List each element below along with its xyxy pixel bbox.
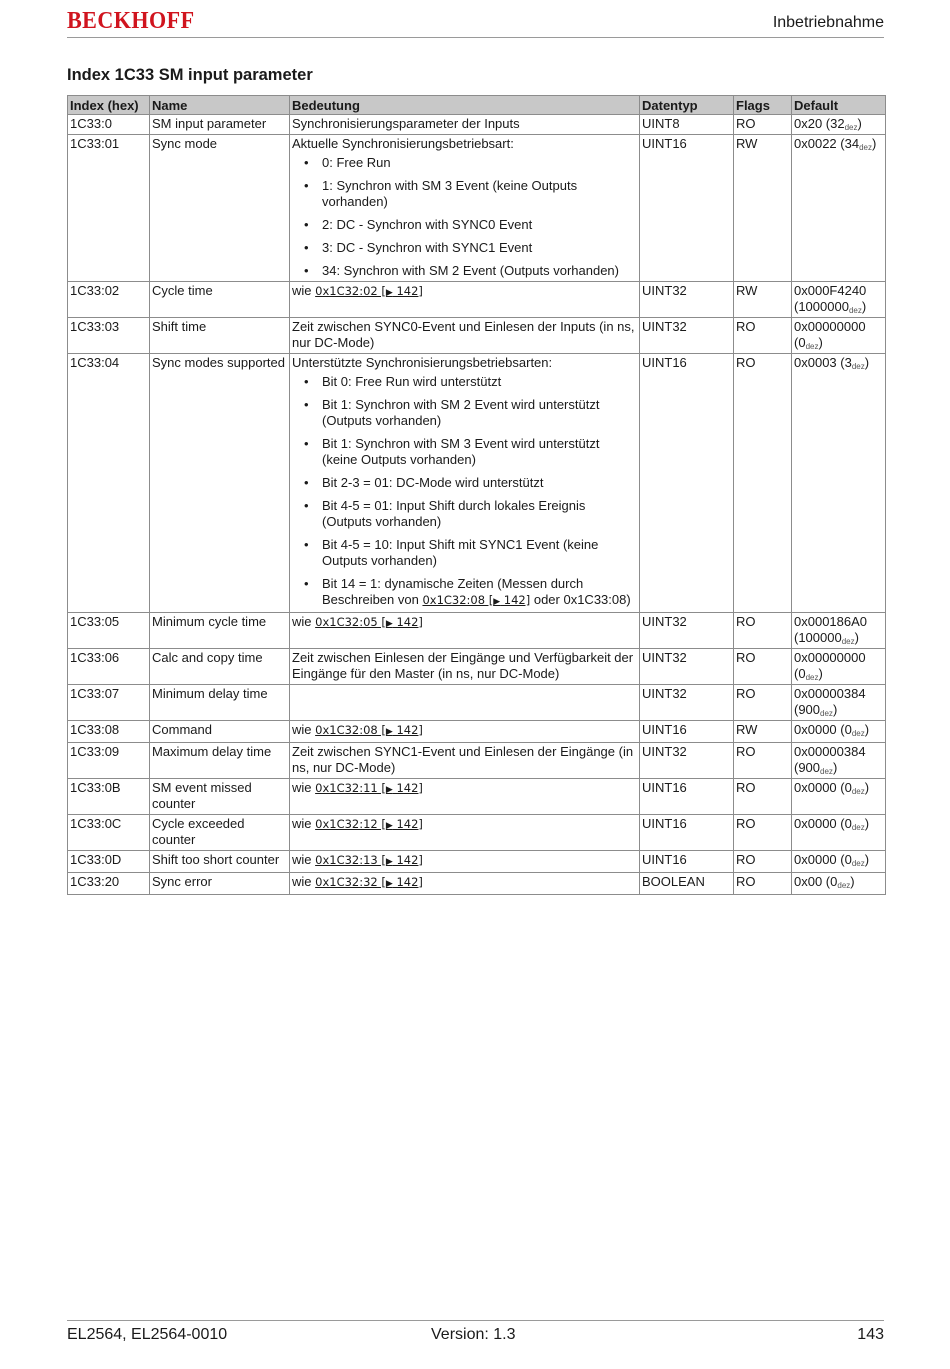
name-cell: SM input parameter <box>150 115 290 135</box>
index-cell: 1C33:08 <box>68 721 150 743</box>
link-target: 0x1C32:08 [ <box>422 593 494 607</box>
flags-cell: RO <box>734 613 792 649</box>
description-cell <box>290 873 640 895</box>
datatype-cell: UINT16 <box>640 721 734 743</box>
description-text: Zeit zwischen SYNC1-Event und Einlesen der Eingänge (in ns, nur DC-Mode) <box>292 744 634 775</box>
parameter-table <box>67 95 886 895</box>
link-page: 142] <box>392 875 423 889</box>
default-cell <box>792 779 886 815</box>
link-target: 0x1C32:12 [ <box>315 817 386 831</box>
table-body <box>68 115 886 895</box>
default-value: 0x000F4240 (1000000 <box>794 283 867 314</box>
description-text: wie <box>292 614 316 629</box>
description-text: wie <box>292 852 316 867</box>
default-value: 0x0022 (34 <box>794 136 860 151</box>
link-page: 142] <box>392 817 423 831</box>
description-cell <box>290 649 640 685</box>
default-subscript: dez <box>851 787 865 796</box>
default-value: 0x0000 (0 <box>794 816 852 831</box>
description-cell <box>290 613 640 649</box>
description-cell <box>290 815 640 851</box>
bullet-item: • 3: DC - Synchron with SYNC1 Event <box>292 240 637 256</box>
bullet-list <box>292 374 637 610</box>
flags-cell: RO <box>734 115 792 135</box>
datatype-cell: UINT8 <box>640 115 734 135</box>
index-cell: 1C33:20 <box>68 873 150 895</box>
table-row <box>68 851 886 873</box>
link-target: 0x1C32:08 [ <box>315 723 386 737</box>
description-text: wie <box>292 874 316 889</box>
default-tail: ) <box>861 299 867 314</box>
index-cell: 1C33:0C <box>68 815 150 851</box>
default-subscript: dez <box>820 767 833 776</box>
description-cell <box>290 721 640 743</box>
link-page: 142] <box>392 284 423 298</box>
name-cell: Minimum delay time <box>150 685 290 721</box>
default-cell <box>792 685 886 721</box>
default-subscript: dez <box>851 362 865 371</box>
description-cell <box>290 851 640 873</box>
description-text: Unterstützte Synchronisierungsbetriebsarten: <box>292 355 553 370</box>
default-value: 0x0000 (0 <box>794 780 852 795</box>
default-cell <box>792 135 886 282</box>
table-row <box>68 354 886 613</box>
table-row <box>68 721 886 743</box>
name-cell: Shift too short counter <box>150 851 290 873</box>
column-header: Datentyp <box>640 96 734 115</box>
table-row <box>68 613 886 649</box>
table-row <box>68 873 886 895</box>
table-row <box>68 685 886 721</box>
datatype-cell: UINT16 <box>640 779 734 815</box>
name-cell: SM event missed counter <box>150 779 290 815</box>
description-cell <box>290 135 640 282</box>
default-value: 0x00 (0 <box>794 874 838 889</box>
default-subscript: dez <box>851 859 865 868</box>
default-subscript: dez <box>805 342 819 351</box>
index-cell: 1C33:02 <box>68 282 150 318</box>
default-subscript: dez <box>844 123 858 132</box>
default-tail: ) <box>818 666 823 681</box>
datatype-cell: UINT32 <box>640 743 734 779</box>
default-value: 0x00000000 (0 <box>794 319 866 350</box>
datatype-cell: UINT16 <box>640 851 734 873</box>
bullet-item: • Bit 1: Synchron with SM 3 Event wird unterstützt (keine Outputs vorhanden) <box>292 436 637 468</box>
description-text: Synchronisierungsparameter der Inputs <box>292 116 520 131</box>
default-tail: ) <box>864 722 870 737</box>
default-tail: ) <box>871 136 877 151</box>
name-cell: Sync error <box>150 873 290 895</box>
flags-cell: RO <box>734 873 792 895</box>
link-target: 0x1C32:11 [ <box>315 781 386 795</box>
default-value: 0x000186A0 (100000 <box>794 614 868 645</box>
page-title: Index 1C33 SM input parameter <box>67 66 313 84</box>
bullet-item <box>292 576 637 610</box>
bullet-item: • Bit 1: Synchron with SM 2 Event wird unterstützt (Outputs vorhanden) <box>292 397 637 429</box>
datatype-cell: UINT32 <box>640 685 734 721</box>
default-cell <box>792 318 886 354</box>
link-page: 142] <box>392 615 423 629</box>
link-target: 0x1C32:32 [ <box>315 875 386 889</box>
default-cell <box>792 354 886 613</box>
link-page: 142] <box>500 593 531 607</box>
bullet-item: • 2: DC - Synchron with SYNC0 Event <box>292 217 637 233</box>
name-cell: Minimum cycle time <box>150 613 290 649</box>
column-header: Name <box>150 96 290 115</box>
description-text: Zeit zwischen Einlesen der Eingänge und Verfügbarkeit der Eingänge für den Master (in ns, nur DC-Mode) <box>292 650 634 681</box>
index-cell: 1C33:05 <box>68 613 150 649</box>
description-text: wie <box>292 780 316 795</box>
default-subscript: dez <box>859 143 872 152</box>
footer-divider <box>67 1320 884 1321</box>
column-header: Default <box>792 96 886 115</box>
datatype-cell: UINT32 <box>640 282 734 318</box>
index-cell: 1C33:01 <box>68 135 150 282</box>
datatype-cell: UINT16 <box>640 354 734 613</box>
name-cell: Sync modes supported <box>150 354 290 613</box>
default-subscript: dez <box>851 729 865 738</box>
cross-reference-link[interactable] <box>315 817 423 831</box>
datatype-cell: BOOLEAN <box>640 873 734 895</box>
datatype-cell: UINT32 <box>640 613 734 649</box>
column-header: Index (hex) <box>68 96 150 115</box>
link-arrow-icon: ▶ <box>493 597 501 607</box>
index-cell: 1C33:0D <box>68 851 150 873</box>
default-tail: ) <box>864 355 870 370</box>
cross-reference-link[interactable] <box>315 723 423 737</box>
description-cell <box>290 115 640 135</box>
table-row <box>68 318 886 354</box>
description-cell <box>290 354 640 613</box>
link-page: 142] <box>392 853 423 867</box>
default-tail: ) <box>850 874 855 889</box>
flags-cell: RW <box>734 135 792 282</box>
flags-cell: RO <box>734 743 792 779</box>
bullet-text-tail: oder 0x1C33:08) <box>530 592 631 607</box>
bullet-item: • Bit 2-3 = 01: DC-Mode wird unterstützt <box>292 475 637 491</box>
default-cell <box>792 613 886 649</box>
cross-reference-link[interactable] <box>315 615 423 629</box>
index-cell: 1C33:06 <box>68 649 150 685</box>
cross-reference-link[interactable] <box>422 593 530 607</box>
table-row <box>68 815 886 851</box>
name-cell: Calc and copy time <box>150 649 290 685</box>
name-cell: Shift time <box>150 318 290 354</box>
footer-version: Version: 1.3 <box>431 1326 516 1343</box>
link-arrow-icon: ▶ <box>385 821 393 831</box>
cross-reference-link[interactable] <box>315 284 423 298</box>
default-value: 0x0003 (3 <box>794 355 852 370</box>
default-cell <box>792 649 886 685</box>
default-cell <box>792 815 886 851</box>
default-tail: ) <box>864 780 870 795</box>
bullet-item: • Bit 4-5 = 01: Input Shift durch lokales Ereignis (Outputs vorhanden) <box>292 498 637 530</box>
flags-cell: RO <box>734 815 792 851</box>
bullet-item: • 1: Synchron with SM 3 Event (keine Outputs vorhanden) <box>292 178 637 210</box>
default-value: 0x00000000 (0 <box>794 650 866 681</box>
default-cell <box>792 873 886 895</box>
column-header: Bedeutung <box>290 96 640 115</box>
table-row <box>68 282 886 318</box>
default-cell <box>792 851 886 873</box>
bullet-item: • Bit 0: Free Run wird unterstützt <box>292 374 637 390</box>
default-subscript: dez <box>841 637 855 646</box>
flags-cell: RO <box>734 851 792 873</box>
name-cell: Sync mode <box>150 135 290 282</box>
index-cell: 1C33:09 <box>68 743 150 779</box>
table-row <box>68 743 886 779</box>
description-cell <box>290 282 640 318</box>
default-value: 0x0000 (0 <box>794 852 852 867</box>
index-cell: 1C33:03 <box>68 318 150 354</box>
default-tail: ) <box>818 335 823 350</box>
name-cell: Maximum delay time <box>150 743 290 779</box>
flags-cell: RO <box>734 685 792 721</box>
default-cell <box>792 743 886 779</box>
bullet-item: • Bit 4-5 = 10: Input Shift mit SYNC1 Event (keine Outputs vorhanden) <box>292 537 637 569</box>
description-cell <box>290 779 640 815</box>
flags-cell: RO <box>734 779 792 815</box>
default-value: 0x00000384 (900 <box>794 744 866 775</box>
flags-cell: RO <box>734 649 792 685</box>
link-target: 0x1C32:02 [ <box>315 284 386 298</box>
default-subscript: dez <box>805 673 819 682</box>
flags-cell: RO <box>734 354 792 613</box>
cross-reference-link[interactable] <box>315 781 423 795</box>
link-arrow-icon: ▶ <box>385 288 393 298</box>
link-arrow-icon: ▶ <box>385 857 393 867</box>
default-subscript: dez <box>837 881 851 890</box>
name-cell: Cycle time <box>150 282 290 318</box>
default-subscript: dez <box>848 306 862 315</box>
index-cell: 1C33:0B <box>68 779 150 815</box>
description-cell <box>290 685 640 721</box>
header-divider <box>67 37 884 38</box>
link-arrow-icon: ▶ <box>385 727 393 737</box>
default-cell <box>792 115 886 135</box>
default-cell <box>792 282 886 318</box>
cross-reference-link[interactable] <box>315 875 423 889</box>
link-target: 0x1C32:13 [ <box>315 853 386 867</box>
default-tail: ) <box>832 702 838 717</box>
link-target: 0x1C32:05 [ <box>315 615 386 629</box>
link-page: 142] <box>392 723 423 737</box>
bullet-item: • 34: Synchron with SM 2 Event (Outputs vorhanden) <box>292 263 637 279</box>
default-tail: ) <box>832 760 838 775</box>
description-text: Zeit zwischen SYNC0-Event und Einlesen der Inputs (in ns, nur DC-Mode) <box>292 319 635 350</box>
default-value: 0x00000384 (900 <box>794 686 866 717</box>
default-value: 0x20 (32 <box>794 116 845 131</box>
footer-product: EL2564, EL2564-0010 <box>67 1326 228 1343</box>
bullet-list <box>292 155 637 279</box>
index-cell: 1C33:0 <box>68 115 150 135</box>
default-tail: ) <box>864 816 870 831</box>
bullet-item: • 0: Free Run <box>292 155 637 171</box>
bullet-text: Bit 14 = 1: dynamische Zeiten (Messen durch Beschreiben von <box>322 576 584 607</box>
beckhoff-logo: BECKHOFF <box>67 8 195 34</box>
table-row <box>68 649 886 685</box>
table-row <box>68 779 886 815</box>
index-cell: 1C33:04 <box>68 354 150 613</box>
description-text: wie <box>292 816 316 831</box>
datatype-cell: UINT32 <box>640 649 734 685</box>
default-tail: ) <box>857 116 862 131</box>
default-subscript: dez <box>851 823 865 832</box>
table-row <box>68 115 886 135</box>
default-cell <box>792 721 886 743</box>
datatype-cell: UINT16 <box>640 135 734 282</box>
description-text: wie <box>292 722 316 737</box>
footer-page-number: 143 <box>857 1326 884 1343</box>
default-tail: ) <box>864 852 870 867</box>
table-header-row <box>68 96 886 115</box>
flags-cell: RW <box>734 282 792 318</box>
name-cell: Cycle exceeded counter <box>150 815 290 851</box>
name-cell: Command <box>150 721 290 743</box>
description-cell <box>290 318 640 354</box>
default-subscript: dez <box>820 709 833 718</box>
link-arrow-icon: ▶ <box>385 785 393 795</box>
flags-cell: RO <box>734 318 792 354</box>
section-title: Inbetriebnahme <box>772 14 884 31</box>
cross-reference-link[interactable] <box>315 853 423 867</box>
description-cell <box>290 743 640 779</box>
description-text: Aktuelle Synchronisierungsbetriebsart: <box>292 136 514 151</box>
table-row <box>68 135 886 282</box>
link-arrow-icon: ▶ <box>385 879 393 889</box>
description-text: wie <box>292 283 316 298</box>
datatype-cell: UINT16 <box>640 815 734 851</box>
column-header: Flags <box>734 96 792 115</box>
flags-cell: RW <box>734 721 792 743</box>
link-arrow-icon: ▶ <box>385 619 393 629</box>
datatype-cell: UINT32 <box>640 318 734 354</box>
default-value: 0x0000 (0 <box>794 722 852 737</box>
index-cell: 1C33:07 <box>68 685 150 721</box>
link-page: 142] <box>392 781 423 795</box>
default-tail: ) <box>854 630 859 645</box>
